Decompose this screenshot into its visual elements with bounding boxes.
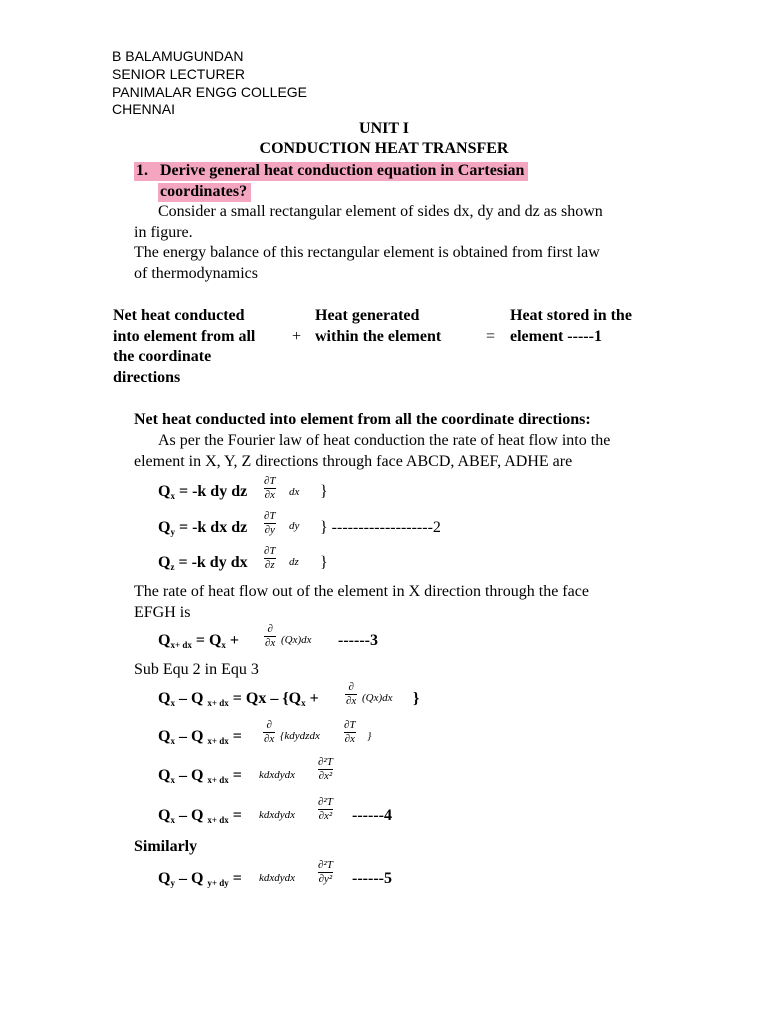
eqb-term: {kdydzdx xyxy=(280,730,320,742)
qx-brace: } xyxy=(320,483,328,500)
eqb-close: } xyxy=(367,730,372,742)
eq3-tag: ------3 xyxy=(338,632,378,649)
eqb-frac-den: ∂x xyxy=(264,733,275,745)
eqa-close: } xyxy=(413,690,420,707)
eqb-frac2-den: ∂x xyxy=(344,733,355,745)
eqd-minus: – Q xyxy=(174,807,208,824)
eq-a xyxy=(158,691,319,708)
eqc-lhs: Q xyxy=(158,767,171,784)
eqa-fraction xyxy=(345,682,357,707)
qz-sub: z xyxy=(170,562,175,572)
qx-sub: x xyxy=(170,491,175,501)
qy-sub: y xyxy=(170,527,175,537)
eqb-s2: x+ dx xyxy=(207,736,229,746)
outflow-line-1: The rate of heat flow out of the element in X direction through the face xyxy=(134,583,589,600)
outflow-line-2: EFGH is xyxy=(134,604,191,621)
eqb-minus: – Q xyxy=(174,728,208,745)
qz-differential: dz xyxy=(289,556,299,568)
balance-col1-line1: Net heat conducted xyxy=(113,307,245,324)
eqb-frac-num: ∂ xyxy=(266,719,272,731)
qx-frac-den: ∂x xyxy=(264,489,275,501)
qy-symbol: Q xyxy=(158,519,171,536)
qz-fraction xyxy=(263,546,277,571)
qy-frac-den: ∂y xyxy=(264,524,275,536)
eqe-term: kdxdydx xyxy=(259,872,296,884)
eq-b xyxy=(158,729,242,746)
sub-equation-note: Sub Equ 2 in Equ 3 xyxy=(134,661,259,678)
eq-3 xyxy=(158,633,239,650)
eq-qz xyxy=(158,555,248,572)
eqe-s2: y+ dy xyxy=(207,878,229,888)
eq-e xyxy=(158,871,242,888)
qy-differential: dy xyxy=(289,520,300,532)
author-name: B BALAMUGUNDAN xyxy=(112,48,244,64)
balance-col2-line2: within the element xyxy=(315,328,442,345)
eqb-fraction-2 xyxy=(343,720,357,745)
qz-frac-den: ∂z xyxy=(264,559,275,571)
eqe-tag: ------5 xyxy=(352,870,392,887)
eq3-mid: = Q xyxy=(191,632,222,649)
qz-brace: } xyxy=(320,554,328,571)
eq-qy xyxy=(158,520,247,537)
qz-frac-num: ∂T xyxy=(264,545,276,557)
eq-d xyxy=(158,808,242,825)
eqa-frac-den: ∂x xyxy=(346,695,357,707)
eqd-frac-num: ∂²T xyxy=(318,796,333,808)
eqc-eq: = xyxy=(228,767,242,784)
eqa-plus: + xyxy=(305,690,319,707)
balance-col1-line2: into element from all xyxy=(113,328,256,345)
qy-rhs: = -k dx dz xyxy=(174,519,248,536)
eqe-frac-den: ∂y² xyxy=(318,873,333,885)
eqb-lhs: Q xyxy=(158,728,171,745)
eqa-s3: x xyxy=(301,698,306,708)
qz-rhs: = -k dy dx xyxy=(174,554,248,571)
eq3-midsub: x xyxy=(221,640,226,650)
eqd-term: kdxdydx xyxy=(259,809,296,821)
eqa-s2: x+ dx xyxy=(207,698,229,708)
author-college: PANIMALAR ENGG COLLEGE xyxy=(112,84,308,100)
eq3-frac-den: ∂x xyxy=(265,637,276,649)
fourier-line-2: element in X, Y, Z directions through face ABCD, ABEF, ADHE are xyxy=(134,453,573,470)
eqb-eq: = xyxy=(228,728,242,745)
eqc-fraction xyxy=(317,757,334,782)
eqa-rhs: = Qx – {Q xyxy=(228,690,302,707)
eqb-frac2-num: ∂T xyxy=(344,719,356,731)
balance-col1-line4: directions xyxy=(113,369,181,386)
fourier-line-1: As per the Fourier law of heat conduction the rate of heat flow into the xyxy=(158,432,611,449)
qx-differential: dx xyxy=(289,486,300,498)
eqc-term: kdxdydx xyxy=(259,769,296,781)
eqa-s1: x xyxy=(170,698,175,708)
question-line-1 xyxy=(134,162,528,181)
similarly-label: Similarly xyxy=(134,838,198,855)
author-city: CHENNAI xyxy=(112,101,176,117)
eqe-lhs: Q xyxy=(158,870,171,887)
qx-symbol: Q xyxy=(158,483,171,500)
qx-frac-num: ∂T xyxy=(264,475,276,487)
eqd-s1: x xyxy=(170,815,175,825)
eq3-frac-num: ∂ xyxy=(267,623,273,635)
intro-line-4: of thermodynamics xyxy=(134,265,258,282)
balance-equals: = xyxy=(486,328,496,345)
intro-line-2: in figure. xyxy=(134,224,193,241)
balance-col3-line2: element -----1 xyxy=(510,328,602,345)
qz-symbol: Q xyxy=(158,554,171,571)
balance-col1-line3: the coordinate xyxy=(113,348,212,365)
eqa-frac-num: ∂ xyxy=(348,681,354,693)
qx-rhs: = -k dy dz xyxy=(174,483,248,500)
balance-col2-line1: Heat generated xyxy=(315,307,420,324)
section-heading: Net heat conducted into element from all the coordinate directions: xyxy=(134,411,591,428)
eqa-minus: – Q xyxy=(174,690,208,707)
eqd-lhs: Q xyxy=(158,807,171,824)
eqe-minus: – Q xyxy=(174,870,208,887)
author-position: SENIOR LECTURER xyxy=(112,66,246,82)
unit-heading: UNIT I xyxy=(359,120,409,137)
eqc-s1: x xyxy=(170,775,175,785)
eqc-s2: x+ dx xyxy=(207,775,229,785)
balance-plus: + xyxy=(292,328,302,345)
unit-title: CONDUCTION HEAT TRANSFER xyxy=(259,140,509,157)
question-text-1: Derive general heat conduction equation in Cartesian xyxy=(160,162,525,179)
qy-brace: } -------------------2 xyxy=(320,519,441,536)
eqd-tag: ------4 xyxy=(352,807,392,824)
eq3-term: (Qx)dx xyxy=(281,634,312,646)
eqa-term: (Qx)dx xyxy=(362,692,393,704)
eqd-fraction xyxy=(317,797,334,822)
qx-fraction xyxy=(263,476,277,501)
question-number: 1. xyxy=(136,162,148,179)
qy-frac-num: ∂T xyxy=(264,510,276,522)
eqb-s1: x xyxy=(170,736,175,746)
eqe-s1: y xyxy=(170,878,175,888)
question-line-2: coordinates? xyxy=(158,183,251,202)
eqc-minus: – Q xyxy=(174,767,208,784)
eqc-frac-num: ∂²T xyxy=(318,756,333,768)
eq3-fraction xyxy=(264,624,276,649)
eqd-eq: = xyxy=(228,807,242,824)
eqd-frac-den: ∂x² xyxy=(318,810,333,822)
eqa-lhs: Q xyxy=(158,690,171,707)
eq-c xyxy=(158,768,242,785)
eqd-s2: x+ dx xyxy=(207,815,229,825)
intro-line-1: Consider a small rectangular element of sides dx, dy and dz as shown xyxy=(158,203,603,220)
intro-line-3: The energy balance of this rectangular element is obtained from first law xyxy=(134,244,600,261)
eqc-frac-den: ∂x² xyxy=(318,770,333,782)
eqe-frac-num: ∂²T xyxy=(318,859,333,871)
balance-col3-line1: Heat stored in the xyxy=(510,307,632,324)
eqe-fraction xyxy=(317,860,334,885)
eq3-sub: x+ dx xyxy=(170,640,192,650)
eq3-plus: + xyxy=(225,632,240,649)
eqb-fraction xyxy=(263,720,275,745)
eq-qx xyxy=(158,484,247,501)
eq3-lhs: Q xyxy=(158,632,171,649)
qy-fraction xyxy=(263,511,277,536)
eqe-eq: = xyxy=(228,870,242,887)
